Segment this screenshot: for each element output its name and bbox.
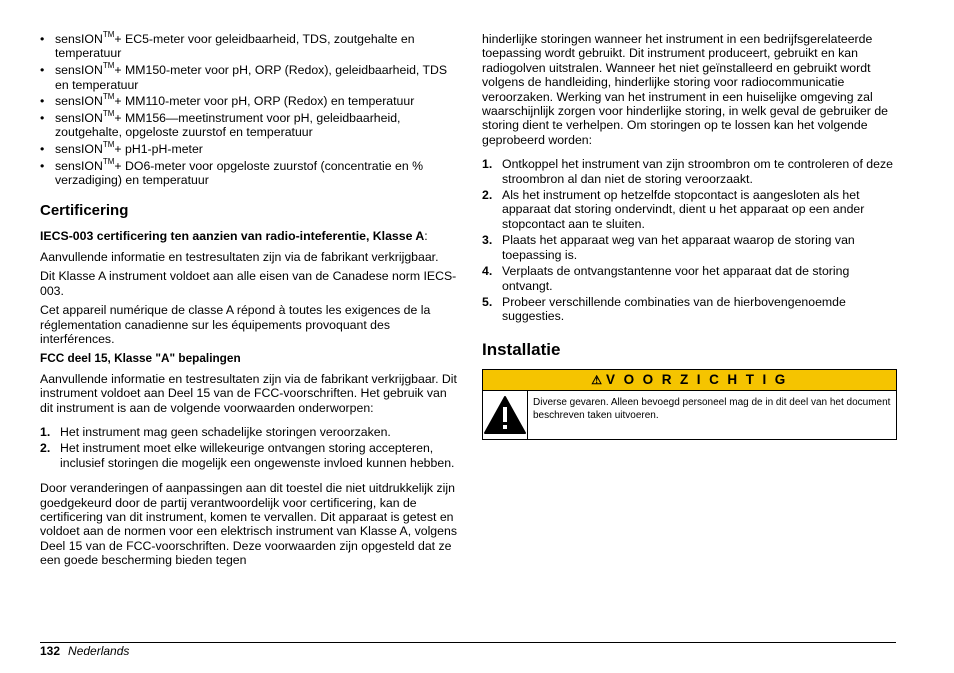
caution-text: Diverse gevaren. Alleen bevoegd personeel mag de in dit deel van het document beschreven taken uitvoeren. (533, 396, 891, 422)
list-item (482, 233, 896, 262)
footer-language: Nederlands (68, 644, 130, 658)
step-number: 1. (482, 157, 493, 172)
trademark-sup: TM (102, 139, 115, 149)
step-number: 1. (40, 425, 51, 440)
paragraph: Aanvullende informatie en testresultaten zijn via de fabrikant verkrijgbaar. Dit instrument voldoet aan Deel 15 van de FCC-voorschriften. Het gebruik van dit instrument is aan de volgende voorwaarden onderworpen: (40, 371, 457, 415)
paragraph: hinderlijke storingen wanneer het instrument in een bedrijfsgerelateerde toepassing wordt gebruikt. Dit instrument produceert, gebruikt en kan radiogolven uitstralen. Wanneer het niet geïnstalleerd en gebruikt wordt volgens de handleiding, hinderlijke storing voor radiocommunicatie veroorzaken. Werking van het instrument in een huiselijke omgeving zal waarschijnlijk zorgen voor hinderlijke storing, in welk geval de gebruiker de storing dient te verhelpen. Om storingen op te lossen kan het volgende geprobeerd worden: (482, 32, 889, 147)
step-number: 3. (482, 233, 493, 248)
page-footer (40, 642, 896, 658)
bullet-text: + MM110-meter voor pH, ORP (Redox) en temperatuur (114, 94, 415, 109)
iecs-heading (40, 229, 458, 243)
step-text: Het instrument mag geen schadelijke storingen veroorzaken. (60, 425, 391, 440)
trademark-sup: TM (102, 92, 115, 102)
step-number: 2. (482, 188, 493, 203)
list-item (40, 29, 458, 61)
list-item (482, 295, 896, 324)
list-item (482, 264, 896, 293)
fcc-conditions-list (40, 425, 458, 470)
step-number: 2. (40, 441, 51, 456)
bullet-text: + DO6-meter voor opgeloste zuurstof (concentratie en % verzadiging) en temperatuur (55, 158, 424, 188)
left-column (40, 29, 458, 568)
trademark-sup: TM (102, 61, 115, 71)
bullet-text: sensION (55, 158, 103, 173)
list-item (40, 441, 458, 470)
caution-title: V O O R Z I C H T I G (606, 371, 788, 387)
bullet-text: + MM150-meter voor pH, ORP (Redox), geleidbaarheid, TDS en temperatuur (55, 63, 448, 92)
list-item (40, 425, 458, 439)
iecs-heading-colon: : (424, 228, 428, 243)
paragraph: Dit Klasse A instrument voldoet aan alle eisen van de Canadese norm IECS-003. (40, 269, 457, 298)
iecs-heading-bold: IECS-003 certificering ten aanzien van radio-inteferentie, Klasse A (40, 228, 425, 243)
paragraph: Door veranderingen of aanpassingen aan dit toestel die niet uitdrukkelijk zijn goedgekeurd door de partij verantwoordelijk voor certificering, kan de certificering van dit instrument, komen te vervallen. Dit apparaat is getest en voldoet aan de normen voor een elektrisch instrument van Klasse A, volgens Deel 15 van de FCC-voorschriften. Deze voorwaarden zijn opgesteld dat ze een goede bescherming bieden tegen (40, 481, 457, 568)
caution-body (483, 391, 896, 439)
list-item (40, 108, 458, 140)
bullet-text: sensION (55, 94, 103, 109)
step-text: Ontkoppel het instrument van zijn stroombron om te controleren of deze stroombron al dan niet de storing veroorzaakt. (502, 157, 893, 186)
trademark-sup: TM (102, 29, 115, 39)
caution-box (482, 369, 897, 440)
fcc-heading: FCC deel 15, Klasse "A" bepalingen (40, 351, 241, 366)
step-text: Verplaats de ontvangstantenne voor het apparaat dat de storing ontvangt. (502, 264, 850, 293)
warning-triangle-svg (483, 395, 527, 435)
right-column (482, 32, 896, 440)
step-text: Het instrument moet elke willekeurige ontvangen storing accepteren, inclusief storingen die mogelijk een ongewenste invloed kunnen hebben. (60, 441, 455, 470)
page-number: 132 (40, 644, 61, 658)
bullet-text: + EC5-meter voor geleidbaarheid, TDS, zoutgehalte en temperatuur (55, 32, 415, 61)
section-heading-certificering: Certificering (40, 201, 129, 219)
step-number: 4. (482, 264, 493, 279)
warning-triangle-icon (483, 391, 528, 439)
paragraph: Cet appareil numérique de classe A répond à toutes les exigences de la réglementation canadienne sur les équipements provoquant des interférences. (40, 303, 431, 346)
step-text: Plaats het apparaat weg van het apparaat waarop de storing van toepassing is. (502, 233, 855, 262)
trademark-sup: TM (102, 156, 115, 166)
bullet-text: sensION (55, 142, 103, 157)
bullet-text: sensION (55, 63, 103, 78)
paragraph: Aanvullende informatie en testresultaten zijn via de fabrikant verkrijgbaar. (40, 249, 439, 264)
trademark-sup: TM (102, 108, 115, 118)
product-list (40, 29, 458, 188)
bullet-text: sensION (55, 110, 103, 125)
bullet-text: + MM156—meetinstrument voor pH, geleidbaarheid, zoutgehalte, opgeloste zuurstof en temperatuur (55, 110, 401, 140)
caution-header (483, 370, 896, 391)
list-item (40, 63, 458, 92)
step-text: Als het instrument op hetzelfde stopcontact is aangesloten als het apparaat dat storing ondervindt, dient u het apparaat op een ander stopcontact aan te sluiten. (502, 188, 865, 231)
section-heading-installatie: Installatie (482, 339, 561, 359)
list-item (482, 188, 896, 231)
bullet-text: sensION (55, 32, 103, 46)
list-item (40, 156, 458, 188)
interference-remedies-list (482, 157, 896, 323)
list-item (482, 157, 896, 186)
step-text: Probeer verschillende combinaties van de hierbovengenoemde suggesties. (502, 294, 846, 324)
list-item (40, 139, 458, 157)
step-number: 5. (482, 294, 493, 309)
list-item (40, 94, 458, 108)
bullet-text: + pH1-pH-meter (114, 142, 203, 157)
warning-small-icon: ⚠ (591, 372, 603, 387)
